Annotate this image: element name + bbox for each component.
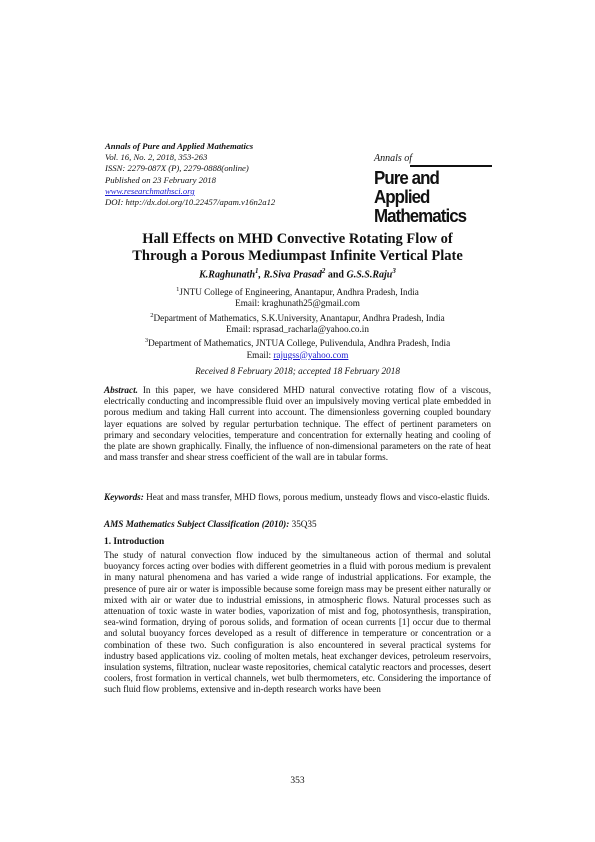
volume-info: Vol. 16, No. 2, 2018, 353-263 <box>105 152 208 163</box>
website-link[interactable]: www.researchmathsci.org <box>105 185 195 196</box>
ams-code: 35Q35 <box>291 519 317 529</box>
journal-logo <box>374 153 492 226</box>
affiliation-2-text: Department of Mathematics, S.K.University, Anantapur, Andhra Pradesh, India <box>153 312 445 323</box>
author-2: R.Siva Prasad <box>263 269 322 281</box>
keywords-label: Keywords: <box>104 492 144 502</box>
paper-title <box>60 231 535 265</box>
author-3: G.S.S.Raju <box>346 269 393 281</box>
author-list: K.Raghunath$^1$, R.Siva Prasad$^2$ and G.S.S.Raju$^3$ <box>199 267 396 281</box>
title-line-1: Hall Effects on MHD Convective Rotating Flow of <box>142 231 453 247</box>
affiliation-3-text: Department of Mathematics, JNTUA College, Pulivendula, Andhra Pradesh, India <box>148 338 451 349</box>
logo-annals-of: Annals of <box>374 153 413 164</box>
abstract <box>104 385 491 463</box>
affiliation-3 <box>60 335 535 349</box>
affiliations <box>60 284 535 361</box>
logo-rule <box>410 165 492 167</box>
affiliation-2-email: rsprasad_racharla@yahoo.co.in <box>252 324 369 335</box>
affiliation-2-email-line <box>60 324 535 335</box>
issn-info: ISSN: 2279-087X (P), 2279-0888(online) <box>105 163 249 174</box>
affiliation-1 <box>60 284 535 298</box>
page-number: 353 <box>290 776 305 786</box>
ams-label: AMS Mathematics Subject Classification (2010): <box>104 519 290 529</box>
affiliation-3-email-line <box>60 350 535 361</box>
abstract-label: Abstract. <box>104 385 138 395</box>
section-heading-introduction: 1. Introduction <box>104 537 165 547</box>
journal-name: Annals of Pure and Applied Mathematics <box>105 141 254 151</box>
title-line-2: Through a Porous Mediumpast Infinite Vertical Plate <box>132 248 463 264</box>
author-and: and <box>327 269 344 281</box>
affiliation-1-text: JNTU College of Engineering, Anantapur, Andhra Pradesh, India <box>179 287 419 298</box>
affiliation-3-email-link[interactable]: rajugss@yahoo.com <box>273 349 349 360</box>
introduction-text: The study of natural convection flow induced by the simultaneous action of thermal and solutal buoyancy forces acting over bodies with different geometries in a fluid with porous medium is prevalent in many natural phenomena and has varied a wide range of industrial applications. For example, the presence of pure air or water is impossible because some foreign mass may be present either naturally or mixed with air or water due to industrial emissions, in atmospheric flows. Natural processes such as attenuation of toxic waste in water bodies, vaporization of mist and fog, photosynthesis, transpiration, sea-wind formation, drying of porous solids, and formation of ocean currents [1] occur due to thermal and solutal buoyancy forces developed as a result of difference in temperature or concentration or a combination of these two. Such configuration is also encountered in several practical systems for industry based applications viz. cooling of molten metals, heat exchanger devices, petroleum reservoirs, insulation systems, filtration, nuclear waste repositories, chemical catalytic reactors and processes, desert coolers, frost formation in vertical channels, wet bulb thermometers, etc. Considering the importance of such fluid flow problems, extensive and in-depth research works have been <box>104 550 491 695</box>
email-label: Email: <box>235 298 262 309</box>
affiliation-2-sup: 2 <box>150 311 154 319</box>
email-label: Email: <box>246 349 274 360</box>
ams-classification <box>104 519 491 530</box>
received-dates: Received 8 February 2018; accepted 18 February 2018 <box>195 366 400 376</box>
author-3-sup: 3 <box>392 267 396 275</box>
author-1: K.Raghunath <box>199 269 256 281</box>
affiliation-1-email: kraghunath25@gmail.com <box>261 298 360 309</box>
logo-mathematics: Mathematics <box>374 206 467 226</box>
affiliation-2 <box>60 310 535 324</box>
affiliation-1-sup: 1 <box>176 286 180 293</box>
journal-header <box>105 141 275 208</box>
doi-info: DOI: http://dx.doi.org/10.22457/apam.v16n2a12 <box>105 197 276 208</box>
keywords <box>104 492 491 503</box>
author-2-sup: 2 <box>321 267 326 275</box>
published-date: Published on 23 February 2018 <box>105 174 216 185</box>
affiliation-3-sup: 3 <box>144 337 149 345</box>
keywords-text: Heat and mass transfer, MHD flows, porous medium, unsteady flows and visco-elastic fluids. <box>146 492 490 502</box>
email-label: Email: <box>226 324 253 335</box>
affiliation-1-email-line <box>60 298 535 309</box>
logo-pure-applied: Pure and Applied <box>374 168 439 207</box>
abstract-text: In this paper, we have considered MHD natural convective rotating flow of a viscous, electrically conducting and incompressible fluid over an impulsively moving vertical plate embedded in porous medium and taking Hall current into account. The dimensionless governing coupled boundary layer equations are solved by regular perturbation technique. The effect of pertinent parameters on primary and secondary velocities, temperature and concentration for externally heating and cooling of the plate are shown graphically. Finally, the influence of non-dimensional parameters on the rate of heat and mass transfer and shear stress coefficient of the wall are in tabular forms. <box>104 385 492 463</box>
author-1-sup: 1 <box>255 267 259 275</box>
